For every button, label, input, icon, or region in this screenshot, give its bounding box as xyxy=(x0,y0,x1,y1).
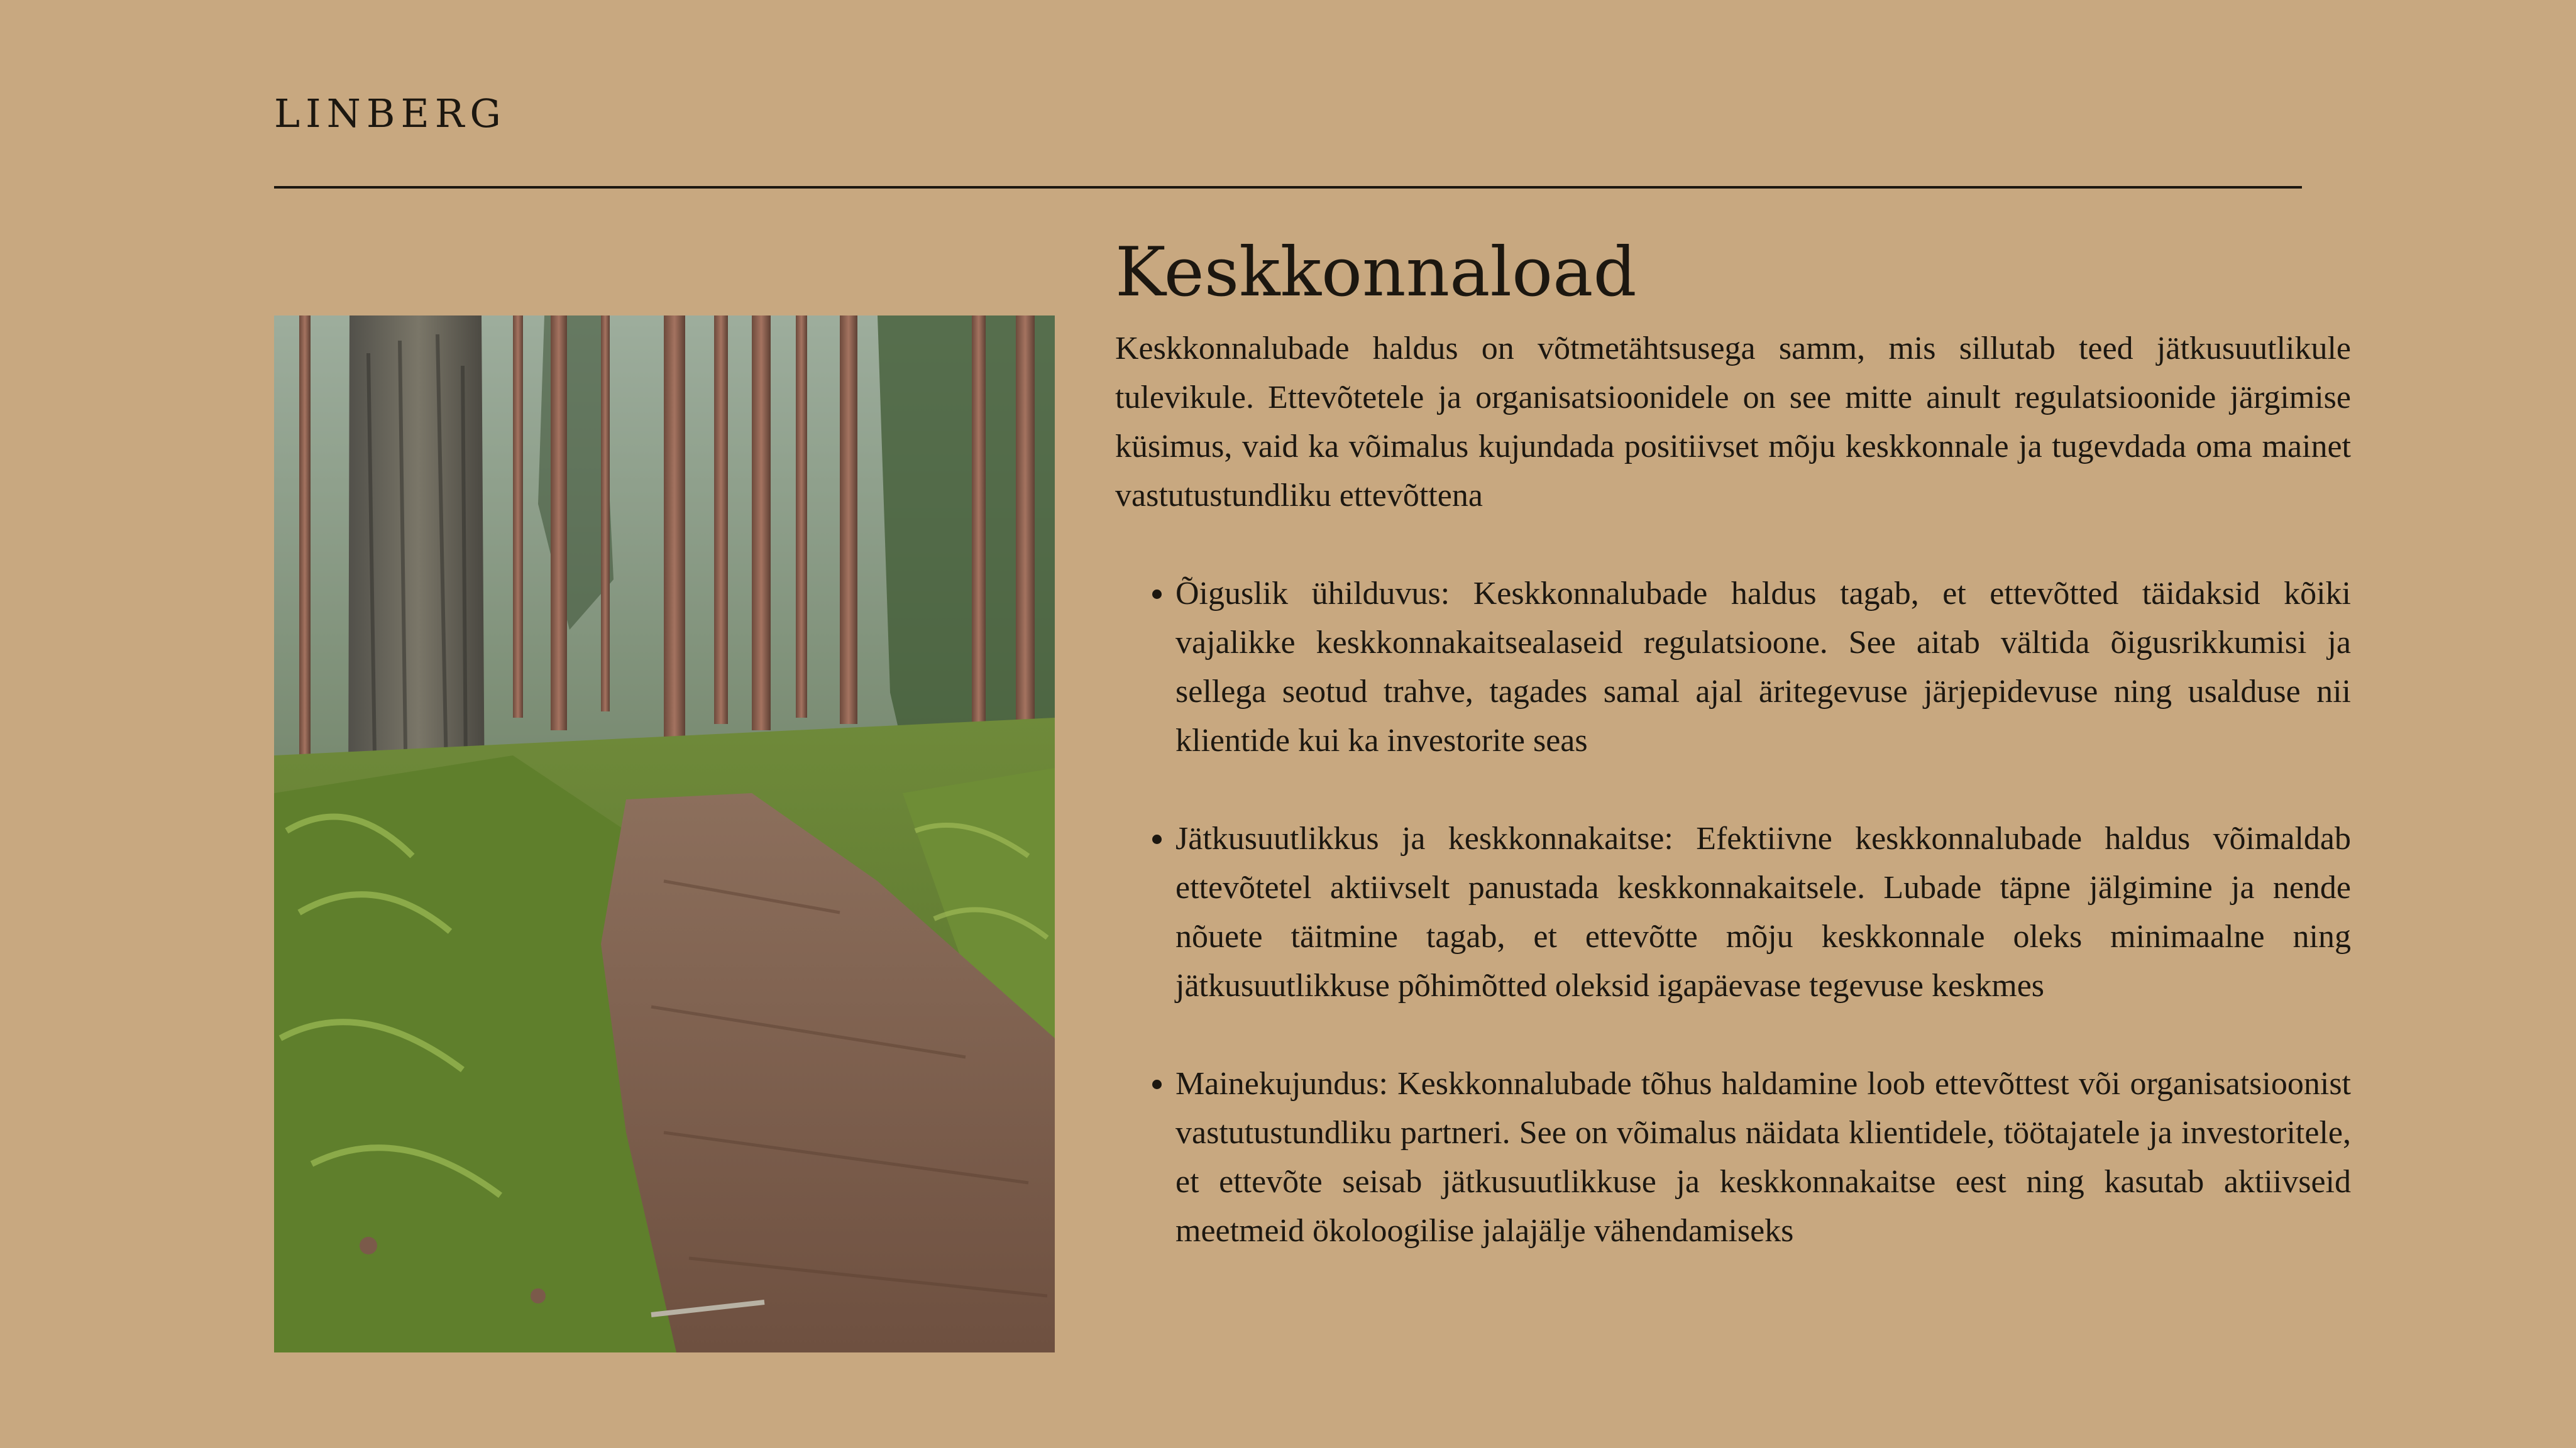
forest-path-photo xyxy=(274,315,1055,1352)
brand-logo: LINBERG xyxy=(274,90,507,136)
content-section xyxy=(1115,233,2351,1305)
list-item: • Mainekujundus: Keskkonnalubade tõhus haldamine loob ettevõttest või organisatsioonist vastutustundliku partneri. See on võimalus näidata klientidele, töötajatele ja investoritele, et ettevõte seisab jätkusuutlikkuse ja keskkonnakaitse eest ning kasutab aktiivseid meetmeid ökoloogilise jalajälje vähendamiseks xyxy=(1175,1060,2351,1256)
bullet-list xyxy=(1115,569,2351,1256)
list-item: • Õiguslik ühilduvus: Keskkonnalubade haldus tagab, et ettevõtted täidaksid kõiki vajalikke keskkonnakaitsealaseid regulatsioone. See aitab vältida õigusrikkumisi ja sellega seotud trahve, tagades samal ajal äritegevuse järjepidevuse ning usalduse nii klientide kui ka investorite seas xyxy=(1175,569,2351,765)
page-title: Keskkonnaload xyxy=(1115,233,1637,312)
list-item: • Jätkusuutlikkus ja keskkonnakaitse: Efektiivne keskkonnalubade haldus võimaldab ettevõtetel aktiivselt panustada keskkonnakaitsele. Lubade täpne jälgimine ja nende nõuete täitmine tagab, et ettevõtte mõju keskkonnale oleks minimaalne ning jätkusuutlikkuse põhimõtted oleksid igapäevase tegevuse keskmes xyxy=(1175,814,2351,1011)
header-divider xyxy=(274,186,2302,189)
intro-paragraph: Keskkonnalubade haldus on võtmetähtsusega samm, mis sillutab teed jätkusuutlikule tulevikule. Ettevõtetele ja organisatsioonidele on see mitte ainult regulatsioonide järgimise küsimus, vaid ka võimalus kujundada positiivset mõju keskkonnale ja tugevdada oma mainet vastutustundliku ettevõttena xyxy=(1115,331,2351,513)
